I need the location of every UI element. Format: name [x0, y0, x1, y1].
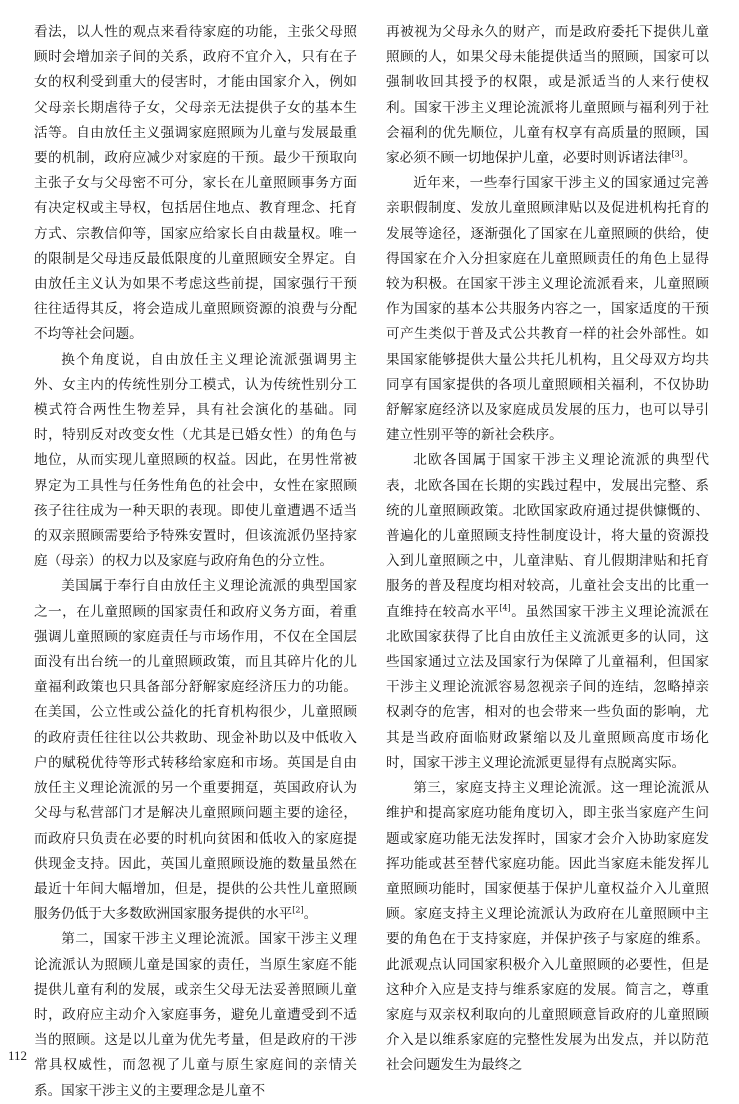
citation-3[interactable]: [3]	[671, 149, 683, 159]
paragraph-nordic-rest: 。虽然国家干涉主义理论流派在北欧国家获得了比自由放任主义流派更多的认同，这些国家通过立法及国家行为保障了儿童福利，但国家干涉主义理论流派容易忽视亲子间的连结，忽略掉亲权剥夺的危害，相对的也会带来一些负面的影响，尤其是当政府面临财政紧缩以及儿童照顾高度市场化时，国家干涉主义理论流派更显得有点脱离实际。	[386, 603, 710, 771]
paragraph-family-support: 第三，家庭支持主义理论流派。这一理论流派从维护和提高家庭功能角度切入，即主张当家庭产生问题或家庭功能无法发挥时，国家才会介入协助家庭发挥功能或甚至替代家庭功能。因此当家庭未能发挥儿童照顾功能时，国家便基于保护儿童权益介入儿童照顾。家庭支持主义理论流派认为政府在儿童照顾中主要的角色在于支持家庭，并保护孩子与家庭的维系。此派观点认同国家积极介入儿童照顾的必要性，但是这种介入应是支持与维系家庭的发展。简言之，尊重家庭与双亲权利取向的儿童照顾意旨政府的儿童照顾介入是以维系家庭的完整性发展为出发点，并以防范社会问题发生为最终之	[386, 780, 709, 1074]
page-number: 112	[8, 1048, 28, 1063]
paragraph-us-uk-example	[34, 574, 357, 927]
paragraph-us-uk-end: 。	[303, 906, 318, 923]
paragraph-state-intervention-cont-text: 再被视为父母永久的财产，而是政府委托下提供儿童照顾的人，如果父母未能提供适当的照顾，国家可以强制收回其授予的权限，或是派适当的人来行使权利。国家干涉主义理论流派将儿童照顾与福利列于社会福利的优先顺位，儿童有权享有高质量的照顾，国家必须不顾一切地保护儿童，必要时则诉诸法律	[386, 24, 709, 167]
citation-2[interactable]: [2]	[292, 905, 304, 915]
paragraph-state-intervention: 第二，国家干涉主义理论流派。国家干涉主义理论流派认为照顾儿童是国家的责任，当原生家庭不能提供儿童有利的发展，或亲生父母无法妥善照顾儿童时，政府应主动介入家庭事务，避免儿童遭受到不适当的照顾。这是以儿童为优先考量，但是政府的干涉常具权威性，而忽视了儿童与原生家庭间的亲情关系。国家干涉主义的主要理念是儿童不	[34, 931, 357, 1099]
paragraph-gender-division: 换个角度说，自由放任主义理论流派强调男主外、女主内的传统性别分工模式，认为传统性别分工模式符合两性生物差异，具有社会演化的基础。同时，特别反对改变女性（尤其是已婚女性）的角色与地位，从而实现儿童照顾的权益。因此，在男性常被界定为工具性与任务性角色的社会中，女性在家照顾孩子往往成为一种天职的表现。即使儿童遭遇不适当的双亲照顾需要给予特殊安置时，但该流派仍坚持家庭（母亲）的权力以及家庭与政府角色的分立性。	[34, 351, 357, 570]
paragraph-recent-years: 近年来，一些奉行国家干涉主义的国家通过完善亲职假制度、发放儿童照顾津贴以及促进机构托育的发展等途径，逐渐强化了国家在儿童照顾的供给，使得国家在介入分担家庭在儿童照顾责任的角色上显得较为积极。在国家干涉主义理论流派看来，儿童照顾作为国家的基本公共服务内容之一，国家适度的干预可产生类似于普及式公共教育一样的社会外部性。如果国家能够提供大量公共托儿机构，且父母双方均共同享有国家提供的各项儿童照顾相关福利，不仅协助舒解家庭经济以及家庭成员发展的压力，也可以导引建立性别平等的新社会秩序。	[386, 175, 709, 444]
paragraph-us-uk-text: 美国属于奉行自由放任主义理论流派的典型国家之一，在儿童照顾的国家责任和政府义务方面，着重强调儿童照顾的家庭责任与市场作用，不仅在全国层面没有出台统一的儿童照顾政策，而且其碎片化的儿童福利政策也只具备部分舒解家庭经济压力的功能。在美国，公立性或公益化的托育机构很少，儿童照顾的政府责任往往以公共救助、现金补助以及中低收入户的赋税优待等形式转移给家庭和市场。英国是自由放任主义理论流派的另一个重要拥趸，英国政府认为父母与私营部门才是解决儿童照顾问题主要的途径，而政府只负责在必要的时机向贫困和低收入的家庭提供现金支持。因此，英国儿童照顾设施的数量虽然在最近十年间大幅增加，但是，提供的公共性儿童照顾服务仍低于大多数欧洲国家服务提供的水平	[34, 578, 357, 923]
paragraph-state-intervention-cont	[386, 20, 709, 171]
paragraph-liberal-view: 看法，以人性的观点来看待家庭的功能，主张父母照顾时会增加亲子间的关系，政府不宜介入，只有在子女的权利受到重大的侵害时，才能由国家介入，例如父母亲长期虐待子女，父母亲无法提供子女的基本生活等。自由放任主义强调家庭照顾为儿童与发展最重要的机制，政府应减少对家庭的干预。最少干预取向主张子女与父母密不可分，家长在儿童照顾事务方面有决定权或主导权，包括居住地点、教育理念、托育方式、宗教信仰等，国家应给家长自由裁量权。唯一的限制是父母违反最低限度的儿童照顾安全界定。自由放任主义认为如果不考虑这些前提，国家强行干预往往适得其反，将会造成儿童照顾资源的浪费与分配不均等社会问题。	[34, 24, 357, 343]
paragraph-state-intervention-cont-end: 。	[682, 150, 697, 167]
paragraph-nordic-text: 北欧各国属于国家干涉主义理论流派的典型代表，北欧各国在长期的实践过程中，发展出完整、系统的儿童照顾政策。北欧国家政府通过提供慷慨的、普遍化的儿童照顾支持性制度设计，将大量的资源投入到儿童照顾之中，儿童津贴、育儿假期津贴和托育服务的普及程度均相对较高，儿童社会支出的比重一直维持在较高水平	[386, 452, 709, 620]
paragraph-nordic-example	[386, 448, 709, 776]
right-column	[386, 20, 709, 1079]
citation-4[interactable]: [4]	[499, 603, 511, 613]
left-column	[34, 20, 357, 1104]
